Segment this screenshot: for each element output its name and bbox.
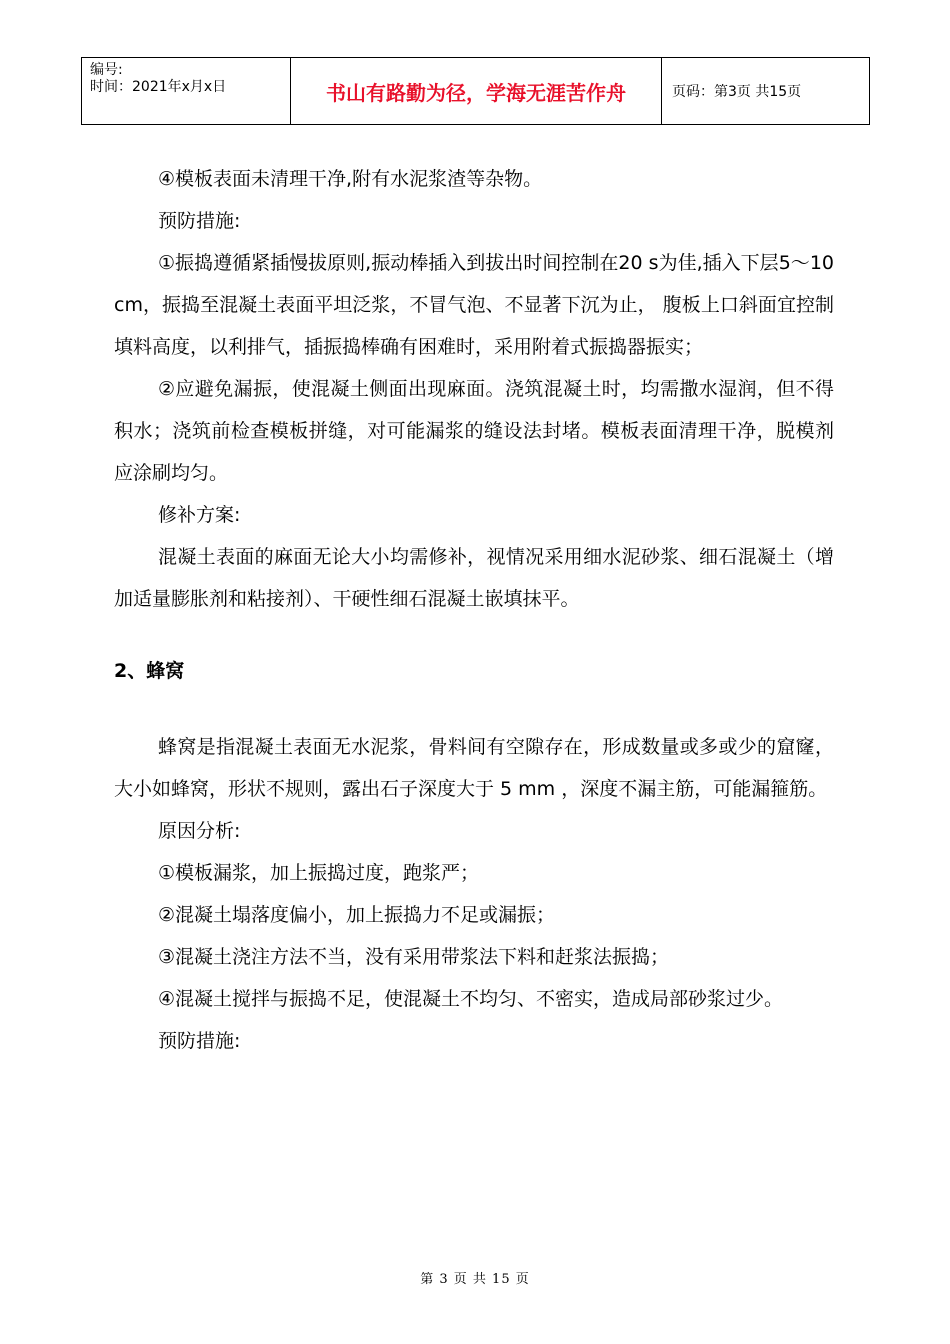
document-body [114, 158, 834, 1062]
header-page-info: 页码：第3页 共15页 [662, 58, 870, 125]
label-prevention-measures: 预防措施: [158, 210, 241, 232]
paragraph-repair-method: 混凝土表面的麻面无论大小均需修补，视情况采用细水泥砂浆、细石混凝土（增加适量膨胀剂和粘接剂）、干硬性细石混凝土嵌填抹平。 [114, 546, 834, 610]
paragraph-cause-4: ④混凝土搅拌与振捣不足，使混凝土不均匀、不密实，造成局部砂浆过少。 [158, 988, 784, 1010]
document-number-label: 编号: [90, 62, 123, 78]
paragraph-formwork-residue: ④模板表面未清理干净,附有水泥浆渣等杂物。 [158, 168, 543, 190]
page-header [81, 57, 870, 125]
paragraph-honeycomb-definition: 蜂窝是指混凝土表面无水泥浆，骨料间有空隙存在，形成数量或多或少的窟窿，大小如蜂窝，形状不规则，露出石子深度大于 5 mm ，深度不漏主筋，可能漏箍筋。 [114, 736, 834, 800]
header-meta-cell [82, 58, 291, 125]
paragraph-vibration-rule: ①振捣遵循紧插慢拔原则,振动棒插入到拔出时间控制在20 s为佳,插入下层5～10 cm，振捣至混凝土表面平坦泛浆，不冒气泡、不显著下沉为止， 腹板上口斜面宜控制填料高度，以利排气，插振捣棒确有困难时，采用附着式振捣器振实； [114, 252, 834, 358]
section-heading-honeycomb: 2、蜂窝 [114, 660, 185, 682]
paragraph-cause-1: ①模板漏浆，加上振捣过度，跑浆严； [158, 862, 480, 884]
paragraph-cause-2: ②混凝土塌落度偏小，加上振捣力不足或漏振； [158, 904, 556, 926]
header-motto: 书山有路勤为径，学海无涯苦作舟 [291, 58, 662, 125]
label-prevention-measures-2: 预防措施: [158, 1030, 241, 1052]
page-footer: 第 3 页 共 15 页 [420, 1272, 530, 1287]
label-cause-analysis: 原因分析: [158, 820, 241, 842]
document-time-label: 时间：2021年x月x日 [90, 79, 227, 95]
paragraph-cause-3: ③混凝土浇注方法不当，没有采用带浆法下料和赶浆法振捣； [158, 946, 670, 968]
paragraph-avoid-missed-vibration: ②应避免漏振，使混凝土侧面出现麻面。浇筑混凝土时，均需撒水湿润，但不得积水；浇筑前检查模板拼缝，对可能漏浆的缝设法封堵。模板表面清理干净，脱模剂应涂刷均匀。 [114, 378, 834, 484]
label-repair-plan: 修补方案: [158, 504, 241, 526]
